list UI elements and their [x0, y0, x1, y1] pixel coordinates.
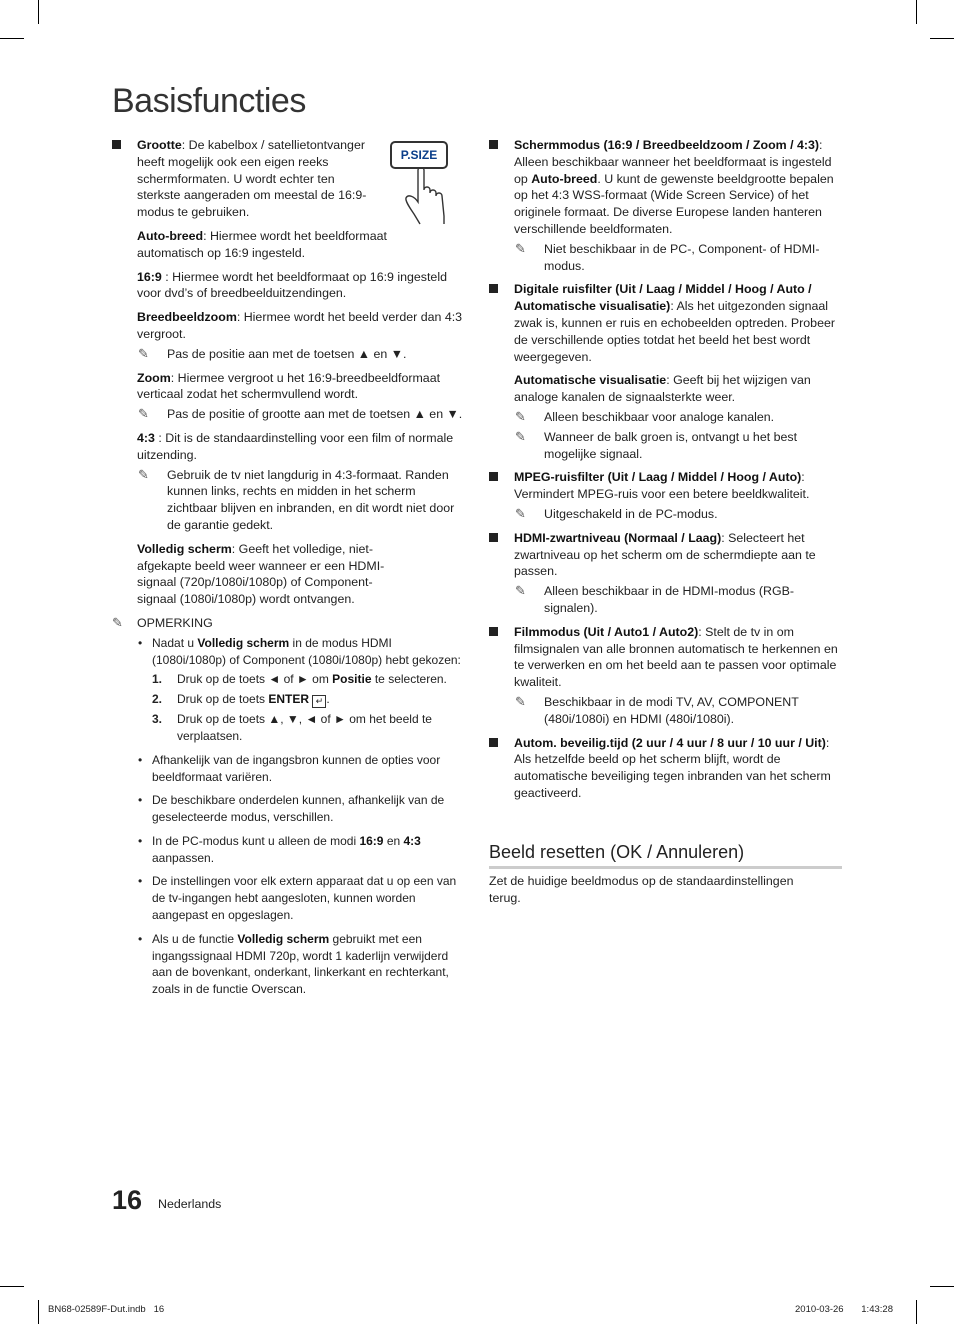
- bullet-dot: •: [138, 874, 143, 889]
- autovis-item: Automatische visualisatie: Geeft bij het wijzigen van analoge kanalen de signaalsterkte weer.: [514, 373, 811, 405]
- crop-mark: [916, 0, 917, 24]
- step-item: 3. Druk op de toets ▲, ▼, ◄ of ► om het beeld te verplaatsen.: [152, 712, 432, 743]
- list-item: • Afhankelijk van de ingangsbron kunnen de opties voor beeldformaat variëren.: [138, 752, 441, 784]
- hdmi-item: HDMI-zwartniveau (Normaal / Laag): Selecteert het zwartniveau op het scherm om de schermdiepte aan te passen.: [489, 530, 844, 580]
- bullet-dot: •: [138, 752, 143, 767]
- autobreed-text: : Hiermee wordt het beeldformaat automatisch op 16:9 ingesteld.: [137, 228, 387, 260]
- note-pencil-icon: ✎: [515, 583, 526, 599]
- square-bullet-icon: [489, 627, 498, 636]
- volledig-label: Volledig scherm: [137, 541, 232, 556]
- footer-date: 2010-03-26: [795, 1304, 844, 1315]
- note-item: ✎ Alleen beschikbaar in de HDMI-modus (RGB-signalen).: [515, 583, 794, 615]
- f43-text: : Dit is de standaardinstelling voor een film of normale uitzending.: [137, 430, 454, 462]
- reset-heading: Beeld resetten (OK / Annuleren): [489, 842, 842, 869]
- breedbeeldzoom-label: Breedbeeldzoom: [137, 310, 237, 325]
- f43-item: [112, 430, 467, 464]
- grootte-item: [112, 137, 467, 221]
- square-bullet-icon: [489, 738, 498, 747]
- note-item: [137, 406, 467, 423]
- breedbeeldzoom-item: [112, 309, 467, 343]
- footer-time: 1:43:28: [856, 1304, 893, 1315]
- note-text: Pas de positie of grootte aan met de toetsen ▲ en ▼.: [167, 407, 463, 422]
- note-pencil-icon: ✎: [112, 614, 123, 630]
- list-item: • In de PC-modus kunt u alleen de modi 16:9 en 4:3 aanpassen.: [138, 833, 421, 865]
- crop-mark: [0, 38, 24, 39]
- autobreed-label: Auto-breed: [137, 228, 204, 243]
- note-pencil-icon: ✎: [515, 428, 526, 444]
- breedbeeldzoom-text: : Hiermee wordt het beeld verder dan 4:3 vergroot.: [137, 310, 463, 341]
- list-item: • De instellingen voor elk extern apparaat dat u op een van de tv-ingangen hebt aangesloten, kunnen worden aangepast en opgeslagen.: [138, 874, 457, 923]
- film-item: Filmmodus (Uit / Auto1 / Auto2): Stelt de tv in om filmsignalen van alle bronnen automatisch te herkennen en te verwerken en om het beeld aan te passen voor optimale kwaliteit.: [489, 624, 844, 691]
- f169-item: [112, 269, 467, 303]
- autobreed-item: [112, 228, 467, 262]
- note-pencil-icon: ✎: [138, 466, 149, 482]
- opmerking-label: OPMERKING: [137, 615, 213, 630]
- square-bullet-icon: [489, 533, 498, 542]
- f43-label: 4:3: [137, 430, 155, 445]
- step-item: 2. Druk op de toets ENTER ↵ .: [152, 692, 330, 707]
- bullet-dot: •: [138, 793, 143, 808]
- volledig-item: [112, 541, 467, 608]
- bullet-dot: •: [138, 931, 143, 946]
- crop-mark: [916, 1300, 917, 1324]
- page-number: 16: [112, 1185, 143, 1215]
- enter-key-icon: ↵: [312, 695, 326, 708]
- note-item: ✎ Wanneer de balk groen is, ontvangt u het best mogelijke signaal.: [515, 428, 798, 461]
- crop-mark: [0, 1286, 24, 1287]
- crop-mark: [38, 1300, 39, 1324]
- f169-label: 16:9: [137, 269, 162, 284]
- note-item: ✎ Beschikbaar in de modi TV, AV, COMPONENT (480i/1080i) en HDMI (480i/1080i).: [515, 693, 799, 726]
- autom-item: Autom. beveilig.tijd (2 uur / 4 uur / 8 uur / 10 uur / Uit): Als hetzelfde beeld op het scherm blijft, wordt de automatische beveiliging tegen inbranden van het scherm geactiveerd.: [489, 735, 844, 802]
- note-text: Gebruik de tv niet langdurig in 4:3-formaat. Randen kunnen links, rechts en midden in het scherm zichtbaar blijven en inbranden, en dit wordt niet door de garantie gedekt.: [167, 467, 455, 532]
- mpeg-item: MPEG-ruisfilter (Uit / Laag / Middel / Hoog / Auto): Vermindert MPEG-ruis voor een betere beeldkwaliteit.: [489, 469, 844, 503]
- reset-text: Zet de huidige beeldmodus op de standaardinstellingen terug.: [489, 874, 794, 905]
- note-item: ✎ Alleen beschikbaar voor analoge kanalen.: [515, 408, 775, 424]
- crop-mark: [930, 1286, 954, 1287]
- square-bullet-icon: [489, 140, 498, 149]
- list-item: • Als u de functie Volledig scherm gebruikt met een ingangssignaal HDMI 720p, wordt 1 kaderlijn verwijderd aan de bovenkant, onderkant, linkerkant en rechterkant, zoals in de functie Overscan.: [138, 931, 449, 997]
- note-item: [137, 346, 467, 363]
- bullet-dot: •: [138, 635, 143, 650]
- psize-button-label: P.SIZE: [390, 141, 448, 169]
- schermmodus-item: Schermmodus (16:9 / Breedbeeldzoom / Zoom / 4:3): Alleen beschikbaar wanneer het beeldformaat is ingesteld op Auto-breed. U kunt de gewenste beeldgrootte bepalen op het 4:3 WSS-formaat (Wide Screen Service) of het originele formaat. De diverse Europese landen hanteren verschillende beeldformaten.: [489, 137, 844, 238]
- f169-text: : Hiermee wordt het beeldformaat op 16:9 ingesteld voor dvd’s of breedbeelduitzendingen.: [137, 269, 447, 301]
- zoom-item: [112, 370, 467, 404]
- note-pencil-icon: ✎: [515, 408, 526, 424]
- note-text: Pas de positie aan met de toetsen ▲ en ▼.: [167, 346, 407, 361]
- step-item: 1. Druk op de toets ◄ of ► om Positie te selecteren.: [152, 672, 447, 687]
- list-item: • De beschikbare onderdelen kunnen, afhankelijk van de geselecteerde modus, verschillen.: [138, 793, 445, 825]
- note-pencil-icon: ✎: [138, 345, 149, 361]
- note-item: ✎ Uitgeschakeld in de PC-modus.: [515, 505, 718, 521]
- grootte-label: Grootte: [137, 138, 182, 152]
- page-title: Basisfuncties: [112, 82, 306, 120]
- square-bullet-icon: [489, 284, 498, 293]
- note-pencil-icon: ✎: [138, 406, 149, 422]
- square-bullet-icon: [112, 140, 121, 149]
- note-pencil-icon: ✎: [515, 505, 526, 521]
- crop-mark: [38, 0, 39, 24]
- crop-mark: [930, 38, 954, 39]
- opmerking-heading: [112, 615, 467, 632]
- zoom-label: Zoom: [137, 370, 171, 385]
- volledig-text: : Geeft het volledige, niet-afgekapte beeld weer wanneer er een HDMI-signaal (720p/1080i/1080p) of Component-signaal (1080i/1080p) wordt ontvangen.: [137, 541, 385, 607]
- right-column: [489, 137, 844, 802]
- footer-file: BN68-02589F-Dut.indb 16: [48, 1304, 165, 1315]
- note-item: ✎ Niet beschikbaar in de PC-, Component- of HDMI-modus.: [515, 240, 820, 273]
- grootte-text: : De kabelbox / satellietontvanger heeft mogelijk ook een eigen reeks schermformaten. U wordt echter ten sterkste aangeraden om meestal de 16:9-modus te gebruiken.: [137, 138, 367, 220]
- page-language: Nederlands: [158, 1197, 222, 1211]
- square-bullet-icon: [489, 472, 498, 481]
- list-item: • Nadat u Volledig scherm in de modus HDMI (1080i/1080p) of Component (1080i/1080p) hebt gekozen:: [138, 635, 461, 667]
- note-pencil-icon: ✎: [515, 240, 526, 256]
- note-item: [137, 467, 467, 534]
- digitale-item: Digitale ruisfilter (Uit / Laag / Middel / Hoog / Auto / Automatische visualisatie): Als het uitgezonden signaal zwak is, kunnen er ruis en echobeelden optreden. Probeer de verschillende opties totdat het beeld het best wordt weergegeven.: [489, 281, 844, 365]
- bullet-dot: •: [138, 833, 143, 848]
- note-pencil-icon: ✎: [515, 693, 526, 709]
- zoom-text: : Hiermee vergroot u het 16:9-breedbeeldformaat verticaal zodat het schermvullend wordt.: [137, 370, 441, 402]
- left-column: [112, 137, 467, 998]
